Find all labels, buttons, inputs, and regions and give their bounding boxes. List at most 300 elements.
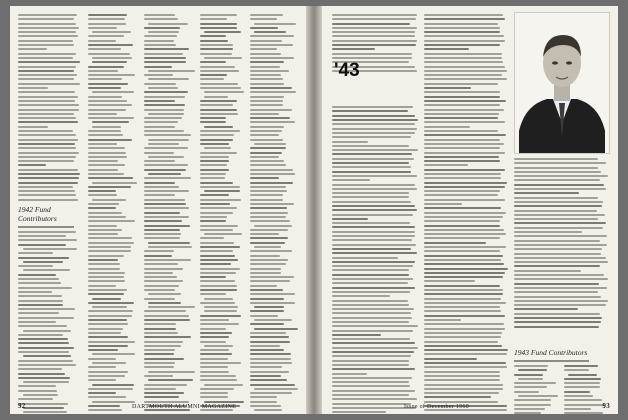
text-line bbox=[200, 396, 228, 398]
text-line bbox=[204, 96, 229, 98]
text-line bbox=[148, 23, 188, 25]
text-line bbox=[332, 222, 410, 224]
text-line bbox=[88, 225, 117, 227]
class-notes-text bbox=[514, 158, 608, 328]
text-line bbox=[204, 306, 238, 308]
text-line bbox=[200, 199, 241, 201]
text-line bbox=[88, 160, 118, 162]
text-line bbox=[144, 212, 180, 214]
text-line bbox=[332, 136, 411, 138]
text-line bbox=[514, 404, 551, 406]
text-line bbox=[332, 390, 415, 392]
text-line bbox=[250, 190, 287, 192]
text-line bbox=[424, 302, 506, 304]
text-line bbox=[514, 167, 598, 169]
text-line bbox=[254, 388, 298, 390]
text-line bbox=[424, 250, 500, 252]
text-line bbox=[332, 282, 408, 284]
text-line bbox=[18, 231, 76, 233]
text-line bbox=[88, 310, 133, 312]
text-line bbox=[18, 117, 76, 119]
text-line bbox=[332, 373, 367, 375]
text-line bbox=[514, 179, 600, 181]
text-line bbox=[148, 156, 184, 158]
text-line bbox=[18, 321, 56, 323]
text-line bbox=[18, 100, 75, 102]
text-line bbox=[92, 401, 135, 403]
text-line bbox=[518, 395, 559, 397]
text-line bbox=[88, 113, 117, 115]
text-line bbox=[18, 325, 67, 327]
text-line bbox=[144, 121, 178, 123]
text-line bbox=[200, 87, 241, 89]
right-column-3-fund bbox=[514, 344, 608, 414]
contributor-list bbox=[564, 365, 608, 414]
text-line bbox=[204, 345, 234, 347]
text-line bbox=[88, 143, 117, 145]
text-line bbox=[332, 360, 409, 362]
text-line bbox=[424, 341, 498, 343]
text-line bbox=[18, 23, 76, 25]
text-line bbox=[144, 96, 185, 98]
text-line bbox=[144, 100, 175, 102]
text-line bbox=[23, 355, 71, 357]
text-line bbox=[424, 130, 498, 132]
text-line bbox=[18, 113, 74, 115]
text-line bbox=[332, 342, 415, 344]
contributor-list bbox=[250, 14, 298, 414]
text-line bbox=[88, 87, 121, 89]
text-line bbox=[144, 289, 175, 291]
text-line bbox=[18, 334, 63, 336]
text-line bbox=[514, 391, 539, 393]
text-line bbox=[148, 70, 195, 72]
text-line bbox=[424, 207, 501, 209]
text-line bbox=[564, 378, 601, 380]
text-line bbox=[144, 341, 183, 343]
text-line bbox=[250, 61, 284, 63]
text-line bbox=[18, 257, 69, 259]
text-line bbox=[332, 171, 411, 173]
text-line bbox=[200, 349, 229, 351]
text-line bbox=[332, 218, 368, 220]
text-line bbox=[18, 282, 61, 284]
text-line bbox=[250, 268, 281, 270]
text-line bbox=[332, 132, 415, 134]
text-line bbox=[332, 53, 412, 55]
text-line bbox=[200, 289, 237, 291]
text-line bbox=[200, 237, 224, 239]
text-line bbox=[250, 396, 277, 398]
text-line bbox=[18, 139, 78, 141]
text-line bbox=[18, 121, 78, 123]
text-line bbox=[250, 87, 292, 89]
text-line bbox=[250, 229, 288, 231]
text-line bbox=[88, 285, 116, 287]
class-notes-text bbox=[424, 14, 508, 414]
text-line bbox=[200, 225, 238, 227]
text-line bbox=[144, 349, 175, 351]
text-line bbox=[144, 229, 180, 231]
text-line bbox=[88, 147, 125, 149]
text-line bbox=[424, 362, 506, 364]
text-line bbox=[200, 100, 237, 102]
text-line bbox=[144, 276, 177, 278]
text-line bbox=[18, 342, 69, 344]
text-line bbox=[514, 300, 608, 302]
text-line bbox=[200, 83, 238, 85]
text-line bbox=[18, 18, 74, 20]
text-line bbox=[200, 366, 228, 368]
text-line bbox=[148, 379, 193, 381]
text-line bbox=[18, 351, 69, 353]
text-line bbox=[250, 74, 281, 76]
text-line bbox=[88, 194, 117, 196]
text-line bbox=[250, 332, 286, 334]
text-line bbox=[88, 186, 131, 188]
text-line bbox=[200, 74, 227, 76]
text-line bbox=[200, 156, 229, 158]
text-line bbox=[18, 364, 76, 366]
text-line bbox=[18, 44, 74, 46]
text-line bbox=[568, 374, 597, 376]
text-line bbox=[144, 298, 175, 300]
text-line bbox=[18, 53, 76, 55]
text-line bbox=[200, 117, 226, 119]
text-line bbox=[144, 328, 176, 330]
text-line bbox=[424, 66, 505, 68]
text-line bbox=[88, 134, 123, 136]
text-line bbox=[332, 257, 398, 259]
text-line bbox=[250, 139, 283, 141]
text-line bbox=[144, 130, 184, 132]
text-line bbox=[332, 31, 415, 33]
text-line bbox=[514, 265, 600, 267]
text-line bbox=[200, 246, 240, 248]
text-line bbox=[148, 242, 190, 244]
text-line bbox=[424, 328, 505, 330]
text-line bbox=[92, 353, 135, 355]
text-line bbox=[424, 233, 506, 235]
text-line bbox=[18, 130, 73, 132]
text-line bbox=[200, 14, 237, 16]
text-line bbox=[424, 237, 500, 239]
text-line bbox=[88, 78, 122, 80]
text-line bbox=[514, 278, 608, 280]
text-line bbox=[200, 113, 238, 115]
text-line bbox=[200, 61, 226, 63]
text-line bbox=[250, 255, 280, 257]
text-line bbox=[23, 330, 71, 332]
right-page-number: 93 bbox=[602, 402, 610, 410]
text-line bbox=[200, 104, 233, 106]
text-line bbox=[332, 330, 413, 332]
left-column-2 bbox=[88, 14, 138, 414]
text-line bbox=[250, 182, 293, 184]
text-line bbox=[250, 27, 278, 29]
text-line bbox=[250, 194, 283, 196]
text-line bbox=[200, 315, 241, 317]
contributor-list bbox=[88, 14, 138, 414]
text-line bbox=[200, 293, 226, 295]
text-line bbox=[200, 207, 237, 209]
text-line bbox=[88, 74, 135, 76]
text-line bbox=[250, 405, 281, 407]
text-line bbox=[250, 96, 284, 98]
text-line bbox=[144, 263, 178, 265]
text-line bbox=[424, 276, 503, 278]
text-line bbox=[200, 392, 228, 394]
text-line bbox=[514, 257, 606, 259]
text-line bbox=[88, 388, 133, 390]
text-line bbox=[250, 173, 295, 175]
text-line bbox=[144, 268, 183, 270]
text-line bbox=[564, 391, 590, 393]
text-line bbox=[250, 379, 287, 381]
text-line bbox=[88, 379, 116, 381]
text-line bbox=[424, 53, 502, 55]
text-line bbox=[250, 207, 287, 209]
text-line bbox=[88, 18, 125, 20]
text-line bbox=[88, 14, 127, 16]
text-line bbox=[514, 210, 597, 212]
text-line bbox=[18, 104, 79, 106]
text-line bbox=[200, 379, 237, 381]
text-line bbox=[424, 289, 503, 291]
text-line bbox=[88, 272, 125, 274]
text-line bbox=[564, 412, 603, 414]
text-line bbox=[144, 345, 181, 347]
text-line bbox=[18, 235, 66, 237]
text-line bbox=[514, 244, 607, 246]
text-line bbox=[88, 104, 132, 106]
text-line bbox=[88, 203, 119, 205]
text-line bbox=[332, 201, 411, 203]
text-line bbox=[332, 403, 411, 405]
text-line bbox=[424, 212, 506, 214]
text-line bbox=[200, 353, 232, 355]
text-line bbox=[514, 214, 605, 216]
text-line bbox=[564, 404, 604, 406]
text-line bbox=[200, 66, 235, 68]
text-line bbox=[424, 259, 501, 261]
text-line bbox=[200, 152, 237, 154]
text-line bbox=[88, 392, 116, 394]
text-line bbox=[23, 248, 77, 250]
text-line bbox=[18, 360, 73, 362]
text-line bbox=[564, 365, 598, 367]
text-line bbox=[92, 362, 126, 364]
text-line bbox=[18, 312, 59, 314]
text-line bbox=[88, 358, 116, 360]
text-line bbox=[144, 134, 191, 136]
text-line bbox=[23, 407, 65, 409]
text-line bbox=[144, 310, 186, 312]
text-line bbox=[88, 156, 127, 158]
text-line bbox=[18, 78, 74, 80]
text-line bbox=[424, 152, 505, 154]
text-line bbox=[18, 373, 65, 375]
text-line bbox=[514, 222, 606, 224]
text-line bbox=[514, 227, 603, 229]
text-line bbox=[200, 388, 234, 390]
text-line bbox=[332, 381, 409, 383]
text-line bbox=[200, 182, 233, 184]
text-line bbox=[424, 70, 507, 72]
text-line bbox=[200, 44, 233, 46]
text-line bbox=[144, 190, 189, 192]
text-line bbox=[92, 57, 132, 59]
text-line bbox=[23, 269, 70, 271]
text-line bbox=[332, 295, 390, 297]
text-line bbox=[514, 171, 601, 173]
text-line bbox=[200, 169, 229, 171]
text-line bbox=[88, 233, 118, 235]
text-line bbox=[514, 184, 604, 186]
text-line bbox=[424, 216, 503, 218]
text-line bbox=[250, 126, 284, 128]
fund-heading-rule bbox=[18, 226, 74, 228]
text-line bbox=[424, 298, 501, 300]
right-page bbox=[322, 6, 618, 414]
text-line bbox=[424, 315, 505, 317]
text-line bbox=[88, 237, 132, 239]
text-line bbox=[250, 199, 283, 201]
text-line bbox=[424, 104, 500, 106]
text-line bbox=[88, 100, 127, 102]
text-line bbox=[332, 377, 412, 379]
text-line bbox=[18, 308, 75, 310]
text-line bbox=[200, 70, 239, 72]
text-line bbox=[250, 289, 283, 291]
text-line bbox=[332, 321, 409, 323]
text-line bbox=[424, 242, 486, 244]
text-line bbox=[250, 285, 277, 287]
text-line bbox=[88, 96, 122, 98]
text-line bbox=[88, 48, 121, 50]
text-line bbox=[144, 109, 184, 111]
text-line bbox=[424, 345, 502, 347]
text-line bbox=[200, 332, 232, 334]
text-line bbox=[514, 162, 606, 164]
text-line bbox=[332, 278, 413, 280]
text-line bbox=[332, 162, 409, 164]
text-line bbox=[250, 134, 279, 136]
text-line bbox=[332, 317, 412, 319]
text-line bbox=[18, 265, 53, 267]
text-line bbox=[18, 385, 56, 387]
text-line bbox=[250, 237, 288, 239]
text-line bbox=[200, 78, 224, 80]
text-line bbox=[144, 152, 174, 154]
text-line bbox=[332, 239, 412, 241]
text-line bbox=[250, 186, 286, 188]
text-line bbox=[250, 216, 286, 218]
text-line bbox=[332, 115, 415, 117]
text-line bbox=[424, 375, 500, 377]
text-line bbox=[18, 14, 77, 16]
text-line bbox=[424, 156, 499, 158]
text-line bbox=[200, 358, 228, 360]
text-line bbox=[424, 263, 504, 265]
text-line bbox=[250, 53, 281, 55]
text-line bbox=[332, 149, 418, 151]
fund-heading-1943: 1943 Fund Contributors bbox=[514, 348, 588, 357]
text-line bbox=[144, 104, 185, 106]
text-line bbox=[250, 152, 282, 154]
text-line bbox=[144, 396, 179, 398]
text-line bbox=[204, 147, 231, 149]
text-line bbox=[92, 298, 121, 300]
text-line bbox=[424, 78, 507, 80]
text-line bbox=[424, 392, 499, 394]
text-line bbox=[424, 91, 500, 93]
text-line bbox=[88, 229, 122, 231]
text-line bbox=[514, 283, 599, 285]
text-line bbox=[92, 31, 131, 33]
text-line bbox=[424, 35, 504, 37]
text-line bbox=[250, 302, 295, 304]
text-line bbox=[424, 117, 498, 119]
text-line bbox=[250, 160, 284, 162]
text-line bbox=[250, 35, 294, 37]
text-line bbox=[88, 207, 116, 209]
text-line bbox=[18, 91, 75, 93]
text-line bbox=[250, 121, 295, 123]
text-line bbox=[424, 306, 500, 308]
issue-title: Issue of December 1960 bbox=[404, 404, 470, 410]
text-line bbox=[200, 203, 230, 205]
text-line bbox=[18, 48, 47, 50]
text-line bbox=[332, 252, 417, 254]
text-line bbox=[250, 203, 294, 205]
text-line bbox=[88, 130, 121, 132]
text-line bbox=[332, 153, 412, 155]
text-line bbox=[332, 364, 409, 366]
text-line bbox=[144, 177, 191, 179]
text-line bbox=[18, 147, 76, 149]
text-line bbox=[200, 242, 234, 244]
text-line bbox=[18, 31, 76, 33]
text-line bbox=[18, 182, 78, 184]
text-line bbox=[200, 35, 226, 37]
text-line bbox=[144, 83, 176, 85]
text-line bbox=[254, 23, 296, 25]
text-line bbox=[250, 109, 292, 111]
text-line bbox=[514, 175, 608, 177]
text-line bbox=[92, 199, 126, 201]
text-line bbox=[18, 199, 78, 201]
text-line bbox=[88, 263, 120, 265]
text-line bbox=[332, 347, 418, 349]
text-line bbox=[88, 70, 118, 72]
left-column-3 bbox=[144, 14, 194, 414]
text-line bbox=[424, 14, 503, 16]
text-line bbox=[88, 409, 122, 411]
contributor-list bbox=[144, 14, 194, 414]
text-line bbox=[514, 188, 606, 190]
text-line bbox=[200, 323, 239, 325]
text-line bbox=[200, 375, 236, 377]
text-line bbox=[200, 23, 237, 25]
text-line bbox=[514, 308, 578, 310]
text-line bbox=[23, 261, 63, 263]
text-line bbox=[200, 134, 234, 136]
text-line bbox=[250, 44, 293, 46]
text-line bbox=[204, 401, 245, 403]
text-line bbox=[514, 382, 556, 384]
text-line bbox=[250, 272, 281, 274]
